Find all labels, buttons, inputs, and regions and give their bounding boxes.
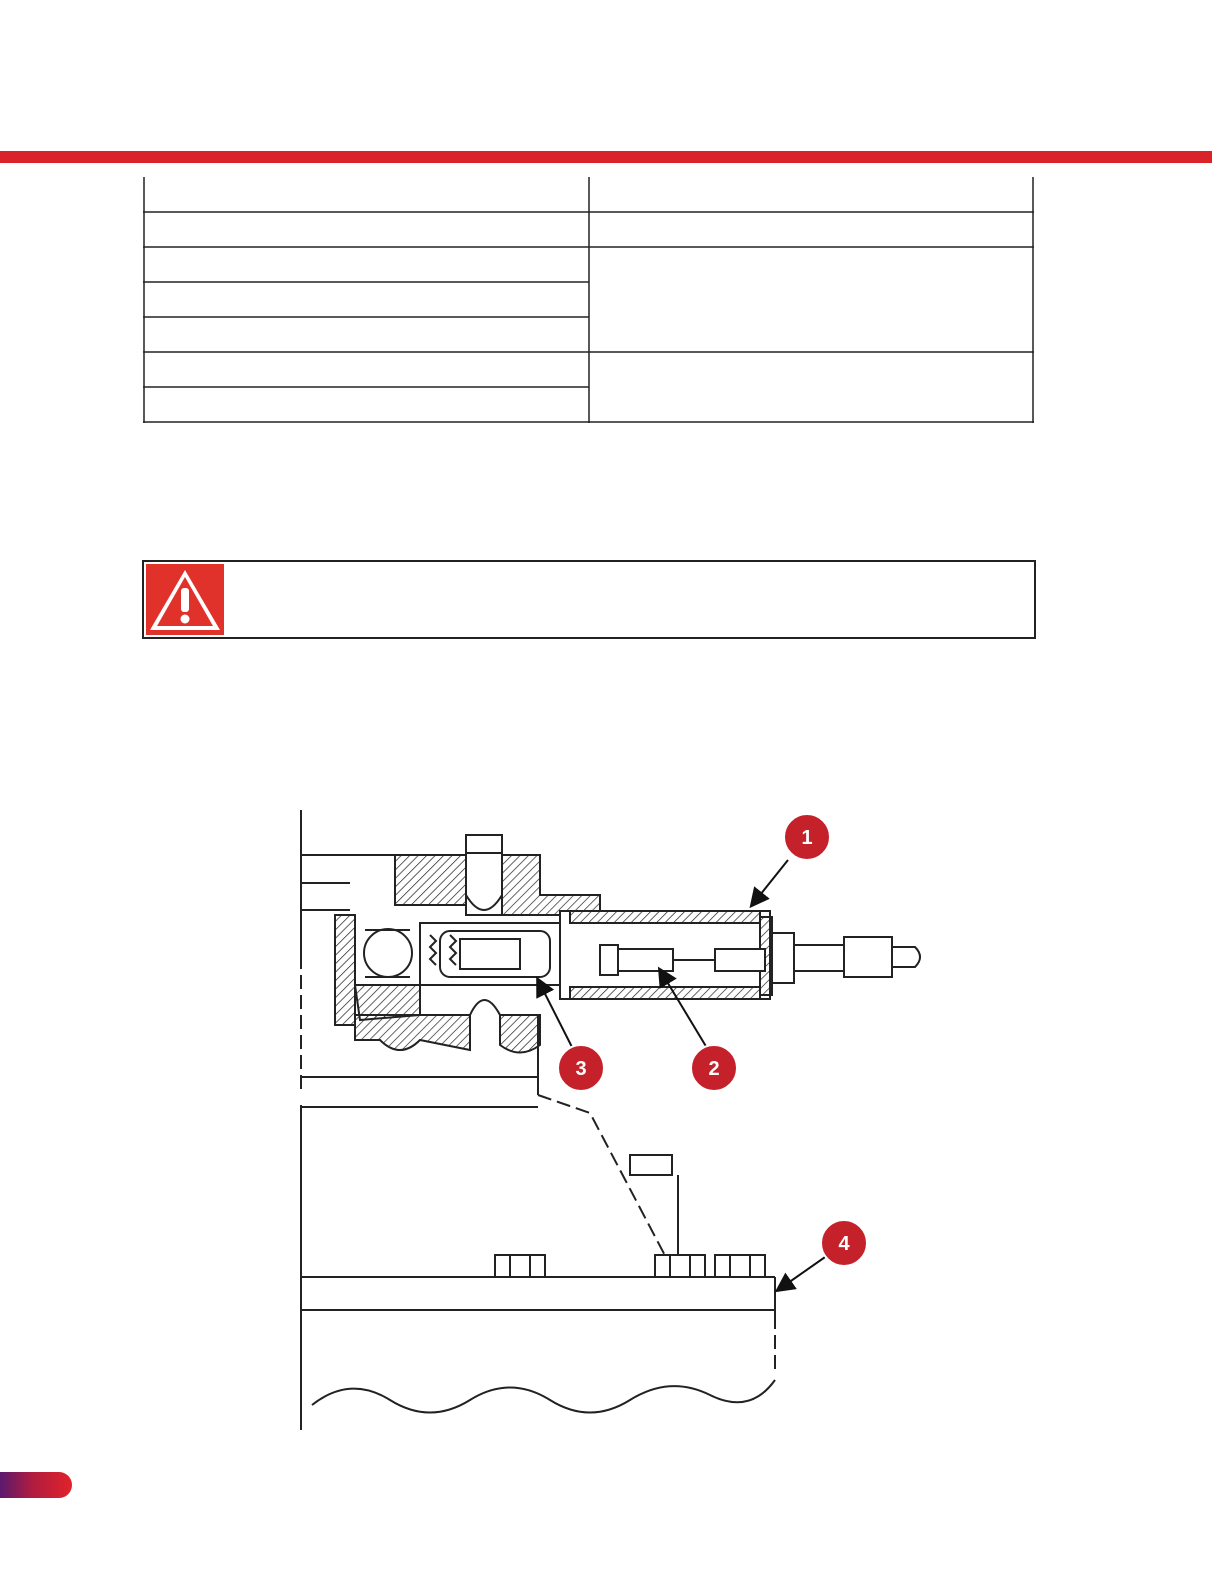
callout-4 [821,1220,867,1266]
svg-text:2: 2 [708,1058,720,1080]
svg-text:1: 1 [801,827,813,849]
mechanical-cross-section-figure [290,805,940,1435]
callout-1 [784,814,830,860]
callout-3 [558,1045,604,1091]
warning-triangle-icon [146,564,224,635]
warning-box [142,560,1036,639]
callout-2 [691,1045,737,1091]
page-number-tab [0,1472,72,1498]
svg-text:3: 3 [575,1058,587,1080]
header-accent-bar [0,151,1212,163]
svg-text:4: 4 [838,1233,850,1255]
spec-table [143,177,1034,423]
